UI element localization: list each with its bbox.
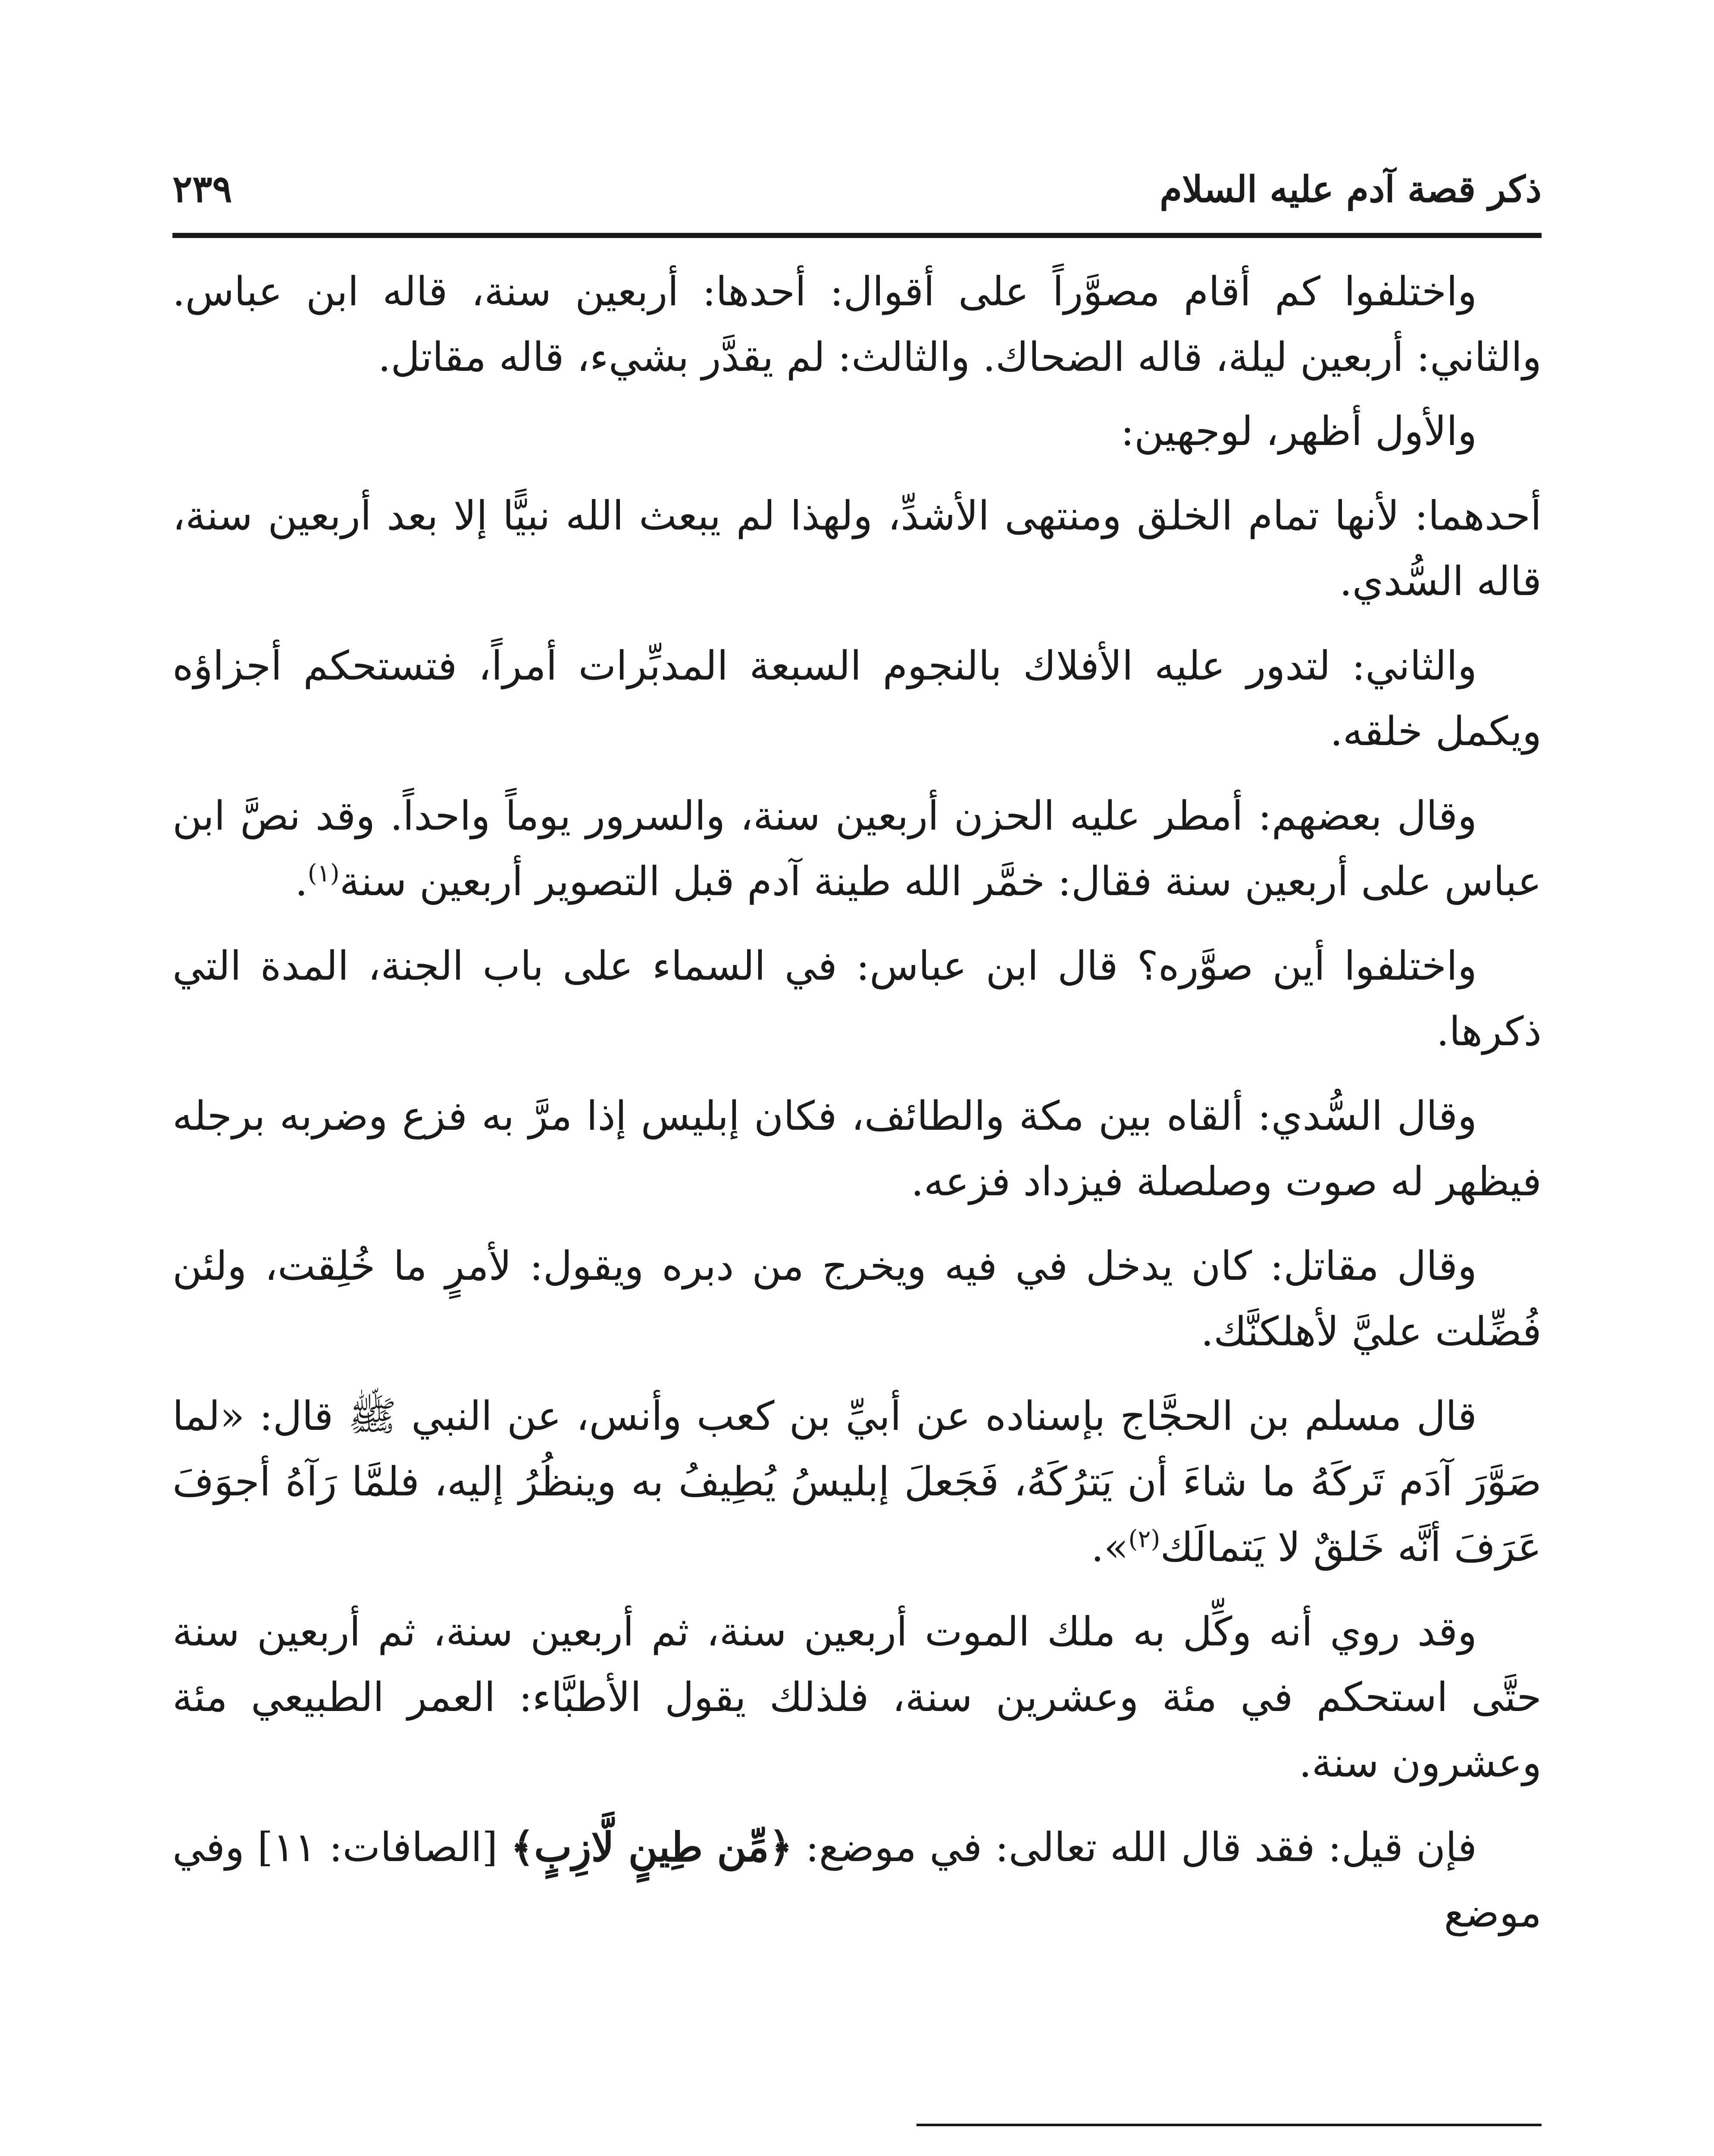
page-header <box>172 147 1542 211</box>
paragraph-1: واختلفوا كم أقام مصوَّراً على أقوال: أحدها: أربعين سنة، قاله ابن عباس. والثاني: أربعين ليلة، قاله الضحاك. والثالث: لم يقدَّر بشيء، قاله مقاتل. <box>172 268 1542 380</box>
paragraph-10: وقد روي أنه وكِّل به ملك الموت أربعين سنة، ثم أربعين سنة، ثم أربعين سنة حتَّى استحكم في مئة وعشرين سنة، فلذلك يقول الأطبَّاء: العمر الطبيعي مئة وعشرون سنة. <box>172 1608 1542 1786</box>
paragraph-11-end: [الصافات: ١١] وفي موضع <box>172 1824 1542 1936</box>
paragraph-5 <box>172 783 1542 914</box>
running-title: ذكر قصة آدم عليه السلام <box>1160 168 1542 211</box>
footnote-1 <box>172 2150 1542 2156</box>
footnote-ref-2: (٢) <box>1128 1525 1160 1553</box>
paragraph-6: واختلفوا أين صوَّره؟ قال ابن عباس: في السماء على باب الجنة، المدة التي ذكرها. <box>172 943 1542 1055</box>
paragraph-11 <box>172 1814 1542 1946</box>
page-number: ٢٣٩ <box>172 167 232 211</box>
paragraph-5-end: . <box>295 858 308 905</box>
footnote-ref-1: (١) <box>307 859 340 887</box>
paragraph-8: وقال مقاتل: كان يدخل في فيه ويخرج من دبره ويقول: لأمرٍ ما خُلِقت، ولئن فُضِّلت عليَّ لأهلكنَّك. <box>172 1243 1542 1355</box>
paragraph-5-text: وقال بعضهم: أمطر عليه الحزن أربعين سنة، والسرور يوماً واحداً. وقد نصَّ ابن عباس على أربعين سنة فقال: خمَّر الله طينة آدم قبل التصوير أربعين سنة <box>172 793 1542 905</box>
paragraph-11-start: فإن قيل: فقد قال الله تعالى: في موضع: <box>805 1824 1477 1871</box>
paragraph-9-text: قال مسلم بن الحجَّاج بإسناده عن أبيِّ بن كعب وأنس، عن النبي ﷺ قال: «لما صَوَّرَ آدَم تَركَهُ ما شاءَ أن يَترُكَهُ، فَجَعلَ إبليسُ يُطِيفُ به وينظُرُ إليه، فلمَّا رَآهُ أجوَفَ عَرَفَ أنَّه خَلقٌ لا يَتمالَك <box>172 1393 1542 1570</box>
paragraph-9-end: ». <box>1091 1524 1129 1570</box>
paragraph-3: أحدهما: لأنها تمام الخلق ومنتهى الأشدِّ، ولهذا لم يبعث الله نبيًّا إلا بعد أربعين سنة، قاله السُّدي. <box>172 492 1542 605</box>
paragraph-7: وقال السُّدي: ألقاه بين مكة والطائف، فكان إبليس إذا مرَّ به فزع وضربه برجله فيظهر له صوت وصلصلة فيزداد فزعه. <box>172 1093 1542 1205</box>
body-text <box>172 259 1542 2070</box>
paragraph-9 <box>172 1383 1542 1580</box>
footnotes <box>172 2150 1542 2156</box>
header-rule <box>172 233 1542 238</box>
quran-quote: ﴿مِّن طِينٍ لَّازِبٍ﴾ <box>510 1824 793 1871</box>
paragraph-4: والثاني: لتدور عليه الأفلاك بالنجوم السبعة المدبِّرات أمراً، فتستحكم أجزاؤه ويكمل خلقه. <box>172 642 1542 755</box>
paragraph-2: والأول أظهر، لوجهين: <box>1120 408 1477 454</box>
footnote-rule <box>916 2124 1542 2126</box>
